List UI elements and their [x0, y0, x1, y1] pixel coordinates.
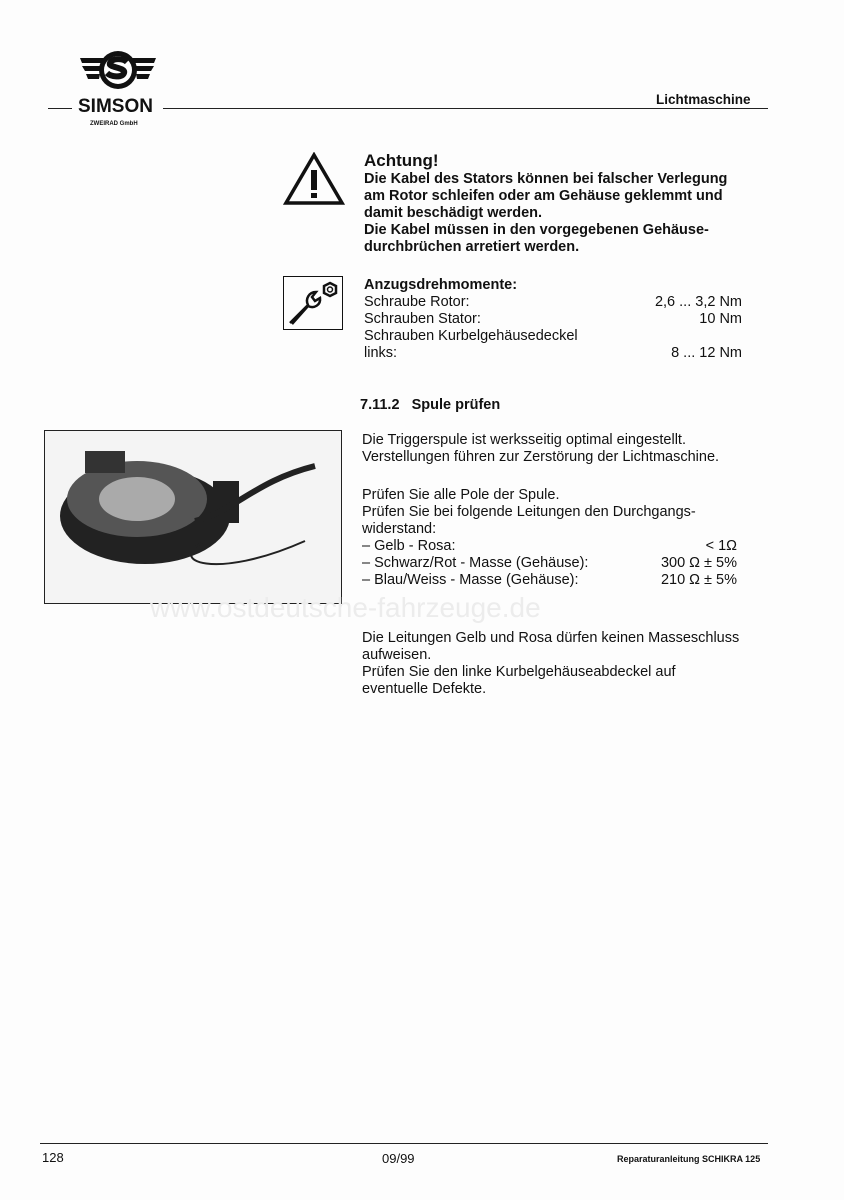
torque-value: 10 Nm — [699, 311, 742, 327]
torque-value: 8 ... 12 Nm — [671, 345, 742, 361]
text-line: aufweisen. — [362, 647, 432, 663]
page-number: 128 — [42, 1150, 64, 1165]
warning-line: damit beschädigt werden. — [364, 205, 543, 221]
torque-title: Anzugsdrehmomente: — [364, 277, 518, 293]
text-line: eventuelle Defekte. — [362, 681, 487, 697]
wrench-icon — [283, 276, 343, 330]
torque-label: Schrauben Kurbelgehäusedeckel — [364, 328, 578, 344]
measurement-row — [362, 538, 737, 555]
torque-value: 2,6 ... 3,2 Nm — [654, 294, 742, 310]
header-rule-left — [48, 108, 72, 109]
torque-row — [364, 294, 742, 311]
brand-subtitle: ZWEIRAD GmbH — [90, 121, 138, 127]
measurement-label: – Gelb - Rosa: — [362, 538, 456, 554]
measurement-value: 300 Ω ± 5% — [660, 555, 737, 571]
measurement-row — [362, 572, 737, 589]
warning-icon — [283, 152, 345, 211]
check-paragraph — [362, 487, 737, 589]
section-header: Lichtmaschine — [656, 92, 751, 107]
warning-line: am Rotor schleifen oder am Gehäuse geklemmt und — [364, 188, 723, 204]
text-line: Prüfen Sie den linke Kurbelgehäuseabdeckel auf — [362, 664, 676, 680]
text-line: Die Triggerspule ist werksseitig optimal eingestellt. — [362, 432, 686, 448]
torque-table — [364, 294, 742, 362]
torque-label: links: — [364, 345, 398, 361]
footer-title: Reparaturanleitung SCHIKRA 125 — [617, 1154, 761, 1164]
footer-date: 09/99 — [382, 1151, 415, 1166]
torque-row — [364, 311, 742, 328]
measurement-row — [362, 555, 737, 572]
stator-photo — [44, 430, 342, 604]
measurement-value: 210 Ω ± 5% — [660, 572, 737, 588]
simson-logo — [78, 48, 158, 94]
warning-title: Achtung! — [364, 151, 439, 170]
brand-name: SIMSON — [78, 96, 153, 117]
section-heading — [360, 397, 500, 414]
warning-line: durchbrüchen arretiert werden. — [364, 239, 580, 255]
note-paragraph — [362, 630, 739, 698]
text-line: Verstellungen führen zur Zerstörung der Lichtmaschine. — [362, 449, 720, 465]
section-title: Spule prüfen — [411, 397, 501, 413]
torque-label: Schraube Rotor: — [364, 294, 470, 310]
warning-line: Die Kabel des Stators können bei falscher Verlegung — [364, 171, 728, 187]
warning-text — [364, 171, 727, 256]
text-line: Die Leitungen Gelb und Rosa dürfen keinen Masseschluss — [362, 630, 740, 646]
intro-paragraph — [362, 432, 719, 466]
footer-rule — [40, 1143, 768, 1144]
warning-line: Die Kabel müssen in den vorgegebenen Gehäuse- — [364, 222, 709, 238]
text-line: widerstand: — [362, 521, 437, 537]
torque-label: Schrauben Stator: — [364, 311, 481, 327]
measurement-label: – Schwarz/Rot - Masse (Gehäuse): — [362, 555, 589, 571]
torque-row — [364, 328, 742, 345]
section-number: 7.11.2 — [360, 397, 400, 413]
torque-row — [364, 345, 742, 362]
text-line: Prüfen Sie bei folgende Leitungen den Durchgangs- — [362, 504, 696, 520]
measurement-label: – Blau/Weiss - Masse (Gehäuse): — [362, 572, 579, 588]
measurement-value: < 1Ω — [705, 538, 737, 554]
text-line: Prüfen Sie alle Pole der Spule. — [362, 487, 560, 503]
header-rule — [163, 108, 768, 109]
watermark: www.ostdeutsche-fahrzeuge.de — [150, 592, 541, 623]
